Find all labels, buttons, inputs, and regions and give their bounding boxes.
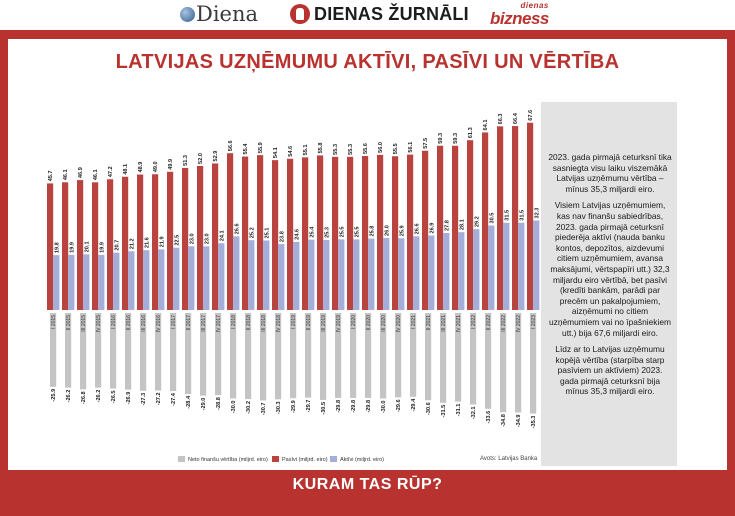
net-value-data-label: -26.5 (111, 390, 118, 404)
category-tick-label: IV 2015 (96, 315, 103, 333)
liabilities-bar (422, 151, 428, 310)
legend-label-net: Neto finanšu vērtība (miljrd. eiro) (188, 457, 268, 463)
legend-swatch-net (178, 456, 185, 462)
assets-data-label: 32.3 (534, 207, 541, 219)
assets-data-label: 25.5 (339, 226, 346, 238)
legend-swatch-liabilities (272, 456, 279, 462)
legend-item-liabilities (272, 456, 328, 463)
assets-data-label: 19.9 (69, 241, 76, 253)
net-value-data-label: -33.6 (486, 410, 493, 424)
category-tick-label: IV 2020 (396, 315, 403, 333)
liabilities-data-label: 46.1 (63, 169, 70, 181)
category-tick-label: II 2018 (246, 315, 253, 331)
net-value-data-label: -25.9 (51, 388, 58, 402)
assets-data-label: 23.0 (189, 233, 196, 245)
assets-bar (533, 221, 539, 310)
assets-bar (518, 223, 524, 310)
legend-label-liabilities: Pasīvi (miljrd. eiro) (282, 457, 328, 463)
category-tick-label: II 2019 (306, 315, 313, 331)
liabilities-data-label: 46.9 (78, 167, 85, 179)
assets-data-label: 31.5 (504, 209, 511, 221)
liabilities-bar (197, 166, 203, 310)
category-tick-label: IV 2022 (516, 315, 523, 333)
assets-data-label: 25.1 (264, 227, 271, 239)
assets-data-label: 25.4 (309, 226, 316, 238)
category-tick-label: III 2022 (501, 315, 508, 332)
liabilities-data-label: 54.1 (273, 147, 280, 159)
liabilities-data-label: 48.9 (138, 161, 145, 173)
liabilities-data-label: 55.6 (363, 143, 370, 154)
net-value-data-label: -32.1 (471, 406, 478, 420)
net-value-data-label: -29.9 (291, 400, 298, 413)
liabilities-bar (272, 160, 278, 310)
liabilities-data-label: 55.8 (318, 142, 325, 154)
legend-label-assets: Aktīvi (miljrd. eiro) (340, 457, 385, 463)
liabilities-data-label: 67.6 (528, 109, 535, 121)
net-value-data-label: -30.7 (261, 402, 268, 416)
assets-bar (83, 254, 89, 310)
assets-bar (203, 246, 209, 310)
assets-data-label: 28.1 (459, 219, 466, 231)
assets-bar (248, 240, 254, 310)
assets-bar (173, 248, 179, 310)
net-value-data-label: -29.0 (201, 397, 208, 411)
liabilities-bar (452, 146, 458, 310)
liabilities-data-label: 64.1 (483, 119, 490, 131)
net-value-data-label: -31.1 (456, 403, 463, 417)
assets-data-label: 24.6 (294, 228, 301, 240)
assets-data-label: 25.3 (324, 227, 331, 238)
liabilities-bar (182, 168, 188, 310)
net-value-data-label: -26.9 (126, 391, 133, 405)
liabilities-bar (137, 175, 143, 310)
category-tick-label: I 2020 (351, 315, 358, 329)
category-tick-label: II 2020 (366, 315, 373, 331)
net-value-data-label: -30.0 (231, 400, 238, 414)
net-value-data-label: -35.3 (531, 415, 538, 429)
liabilities-data-label: 51.3 (183, 155, 190, 166)
liabilities-data-label: 55.9 (258, 142, 265, 154)
net-value-data-label: -27.3 (141, 392, 148, 406)
liabilities-data-label: 49.9 (168, 158, 175, 170)
side-paragraph-2: Visiem Latvijas uzņēmumiem, kas nav finanšu sabiedrības, 2023. gada pirmajā ceturksnī piederēja aktīvi (nauda banku kontos, depozītos, aizdevumi citiem uzņēmumiem, avansa maksājumi, vērtspapīri utt.) 32,3 miljardu eiro vērtībā, bet pasīvi (kredīti bankām, parādi par precēm un pakalpojumiem, aizņēmumi no citiem uzņēmumiem vai no īpašniekiem utt.) bija 67,6 miljardi eiro. (549, 200, 671, 338)
assets-data-label: 23.8 (279, 231, 286, 243)
liabilities-bar (362, 156, 368, 310)
net-value-data-label: -34.8 (501, 414, 508, 427)
assets-bar (113, 253, 119, 310)
category-tick-label: III 2016 (141, 315, 148, 332)
assets-data-label: 26.6 (234, 223, 241, 235)
liabilities-bar (407, 155, 413, 310)
data-source: Avots: Latvijas Banka (480, 456, 538, 462)
category-tick-label: I 2015 (51, 315, 58, 329)
category-tick-label: III 2021 (441, 315, 448, 332)
liabilities-bar (77, 180, 83, 310)
liabilities-data-label: 49.0 (153, 161, 160, 173)
legend-item-net (178, 456, 268, 463)
assets-bar (98, 255, 104, 310)
assets-data-label: 25.5 (354, 226, 361, 238)
liabilities-data-label: 46.1 (93, 169, 100, 181)
net-value-data-label: -30.0 (381, 400, 388, 414)
liabilities-bar (47, 183, 53, 310)
liabilities-bar (482, 132, 488, 310)
net-value-data-label: -29.8 (336, 399, 343, 413)
liabilities-data-label: 55.3 (348, 143, 355, 155)
assets-bar (308, 240, 314, 310)
net-value-data-label: -28.4 (186, 395, 193, 409)
liabilities-data-label: 54.6 (288, 145, 295, 157)
net-value-data-label: -31.5 (441, 404, 448, 418)
net-value-data-label: -30.2 (246, 401, 253, 414)
category-tick-label: III 2018 (261, 315, 268, 332)
liabilities-bar (62, 182, 68, 310)
liabilities-bar (122, 177, 128, 310)
net-value-data-label: -26.2 (96, 389, 103, 403)
assets-bar (53, 255, 59, 310)
assets-bar (68, 255, 74, 310)
liabilities-bar (257, 155, 263, 310)
assets-bar (413, 236, 419, 310)
assets-bar (473, 229, 479, 310)
assets-data-label: 25.8 (369, 225, 376, 237)
net-value-data-label: -34.9 (516, 414, 523, 428)
assets-data-label: 26.0 (384, 225, 391, 236)
liabilities-bar (92, 182, 98, 310)
legend-item-assets (330, 456, 384, 463)
side-paragraph-1: 2023. gada pirmajā ceturksnī tika sasniegta visu laiku viszemākā Latvijas uzņēmumu vērtība – mīnus 35,3 miljardi eiro. (548, 152, 672, 194)
net-value-data-label: -30.6 (426, 402, 433, 415)
liabilities-bar (107, 179, 113, 310)
assets-bar (383, 238, 389, 310)
assets-bar (278, 244, 284, 310)
liabilities-bar (242, 157, 248, 310)
liabilities-data-label: 55.4 (243, 143, 250, 155)
diena-logo-text: Diena (196, 2, 259, 26)
assets-data-label: 27.8 (444, 220, 451, 231)
category-tick-label: II 2015 (66, 315, 73, 331)
assets-bar (218, 243, 224, 310)
category-tick-label: I 2016 (111, 315, 118, 329)
category-tick-label: I 2017 (171, 315, 178, 329)
net-value-data-label: -30.5 (321, 401, 328, 415)
chart-title: LATVIJAS UZŅĒMUMU AKTĪVI, PASĪVI UN VĒRTĪBA (115, 51, 620, 73)
assets-data-label: 21.9 (159, 236, 166, 248)
liabilities-bar (377, 155, 383, 310)
assets-bar (188, 246, 194, 310)
assets-bar (158, 249, 164, 310)
liabilities-bar (227, 153, 233, 310)
assets-bar (443, 233, 449, 310)
assets-data-label: 31.5 (519, 209, 526, 221)
assets-data-label: 29.2 (474, 216, 481, 228)
bizness-logo-top: dienas (520, 1, 549, 10)
liabilities-data-label: 59.3 (438, 132, 445, 144)
liabilities-data-label: 55.3 (333, 143, 340, 155)
assets-bar (323, 240, 329, 310)
net-value-data-label: -29.7 (306, 399, 313, 413)
assets-data-label: 19.8 (54, 242, 61, 254)
assets-bar (503, 223, 509, 310)
assets-bar (263, 240, 269, 310)
liabilities-data-label: 52.0 (198, 153, 205, 164)
category-tick-label: I 2021 (411, 315, 418, 329)
category-tick-label: III 2015 (81, 315, 88, 332)
assets-data-label: 30.5 (489, 212, 496, 224)
liabilities-bar (302, 157, 308, 310)
category-tick-label: IV 2018 (276, 315, 283, 333)
assets-bar (143, 250, 149, 310)
side-text (548, 152, 672, 403)
liabilities-bar (392, 156, 398, 310)
assets-bar (233, 236, 239, 310)
legend-swatch-assets (330, 456, 337, 462)
assets-bar (338, 239, 344, 310)
liabilities-bar (212, 163, 218, 310)
category-tick-label: IV 2017 (216, 315, 223, 333)
assets-bar (398, 238, 404, 310)
net-value-data-label: -29.8 (366, 399, 373, 413)
bizness-logo-main: bizness (490, 9, 549, 28)
assets-data-label: 20.1 (84, 241, 91, 253)
liabilities-data-label: 56.0 (378, 141, 385, 153)
category-tick-label: I 2022 (471, 315, 478, 329)
assets-data-label: 20.7 (114, 239, 121, 251)
category-tick-label: III 2017 (201, 315, 208, 332)
assets-bar (488, 226, 494, 310)
liabilities-bar (467, 140, 473, 310)
category-tick-label: I 2023 (531, 315, 538, 329)
liabilities-bar (437, 146, 443, 310)
category-tick-label: I 2018 (231, 315, 238, 329)
liabilities-data-label: 66.3 (498, 113, 505, 125)
liabilities-bar (332, 157, 338, 310)
liabilities-bar (497, 126, 503, 310)
liabilities-data-label: 59.3 (453, 132, 460, 144)
liabilities-data-label: 56.6 (228, 140, 235, 152)
assets-data-label: 26.9 (429, 222, 436, 234)
liabilities-data-label: 48.1 (123, 163, 130, 175)
footer-caption: KURAM TAS RŪP? (292, 476, 443, 493)
assets-data-label: 26.6 (414, 223, 421, 235)
category-tick-label: III 2020 (381, 315, 388, 332)
category-tick-label: I 2019 (291, 315, 298, 329)
liabilities-data-label: 45.7 (48, 170, 55, 182)
liabilities-bar (317, 155, 323, 310)
net-value-data-label: -30.3 (276, 401, 283, 415)
assets-data-label: 25.2 (249, 227, 256, 239)
liabilities-data-label: 47.2 (108, 166, 115, 178)
assets-data-label: 24.1 (219, 230, 226, 242)
liabilities-bar (167, 172, 173, 310)
assets-data-label: 21.2 (129, 238, 136, 250)
assets-data-label: 25.9 (399, 225, 406, 237)
assets-bar (458, 232, 464, 310)
category-tick-label: II 2022 (486, 315, 493, 331)
assets-data-label: 21.6 (144, 237, 151, 249)
net-value-data-label: -29.6 (396, 399, 403, 413)
assets-bar (353, 239, 359, 310)
assets-data-label: 22.5 (174, 234, 181, 246)
liabilities-data-label: 66.4 (513, 113, 520, 125)
assets-bar (368, 239, 374, 310)
zurnali-logo-text: DIENAS ŽURNĀLI (314, 4, 469, 24)
liabilities-data-label: 52.9 (213, 150, 220, 162)
liabilities-bar (152, 174, 158, 310)
category-tick-label: IV 2016 (156, 315, 163, 333)
net-value-data-label: -29.4 (411, 398, 418, 412)
assets-bar (128, 251, 134, 310)
assets-data-label: 19.9 (99, 241, 106, 253)
category-tick-label: IV 2021 (456, 315, 463, 333)
net-value-data-label: -26.2 (66, 389, 73, 403)
category-tick-label: III 2019 (321, 315, 328, 332)
liabilities-data-label: 55.5 (393, 143, 400, 155)
liabilities-bar (287, 159, 293, 310)
side-paragraph-3: Līdz ar to Latvijas uzņēmumu kopējā vērtība (starpība starp pasīviem un aktīviem) 2023. gada pirmajā ceturksnī bija mīnus 35,3 miljardi eiro. (555, 344, 665, 397)
assets-data-label: 23.0 (204, 233, 211, 245)
assets-bar (428, 235, 434, 310)
liabilities-bar (347, 157, 353, 310)
assets-bar (293, 242, 299, 310)
category-tick-label: IV 2019 (336, 315, 343, 333)
liabilities-data-label: 57.5 (423, 137, 430, 149)
liabilities-data-label: 61.3 (468, 127, 475, 139)
liabilities-bar (527, 123, 533, 310)
liabilities-bar (512, 126, 518, 310)
liabilities-data-label: 56.1 (408, 141, 415, 153)
net-value-data-label: -27.4 (171, 393, 178, 406)
net-value-data-label: -27.2 (156, 392, 163, 406)
net-value-data-label: -28.8 (216, 397, 223, 410)
category-tick-label: II 2021 (426, 315, 433, 331)
net-value-data-label: -29.8 (351, 399, 358, 413)
category-tick-label: II 2017 (186, 315, 193, 331)
liabilities-data-label: 55.1 (303, 144, 310, 156)
category-tick-label: II 2016 (126, 315, 133, 331)
net-value-data-label: -26.8 (81, 391, 88, 405)
